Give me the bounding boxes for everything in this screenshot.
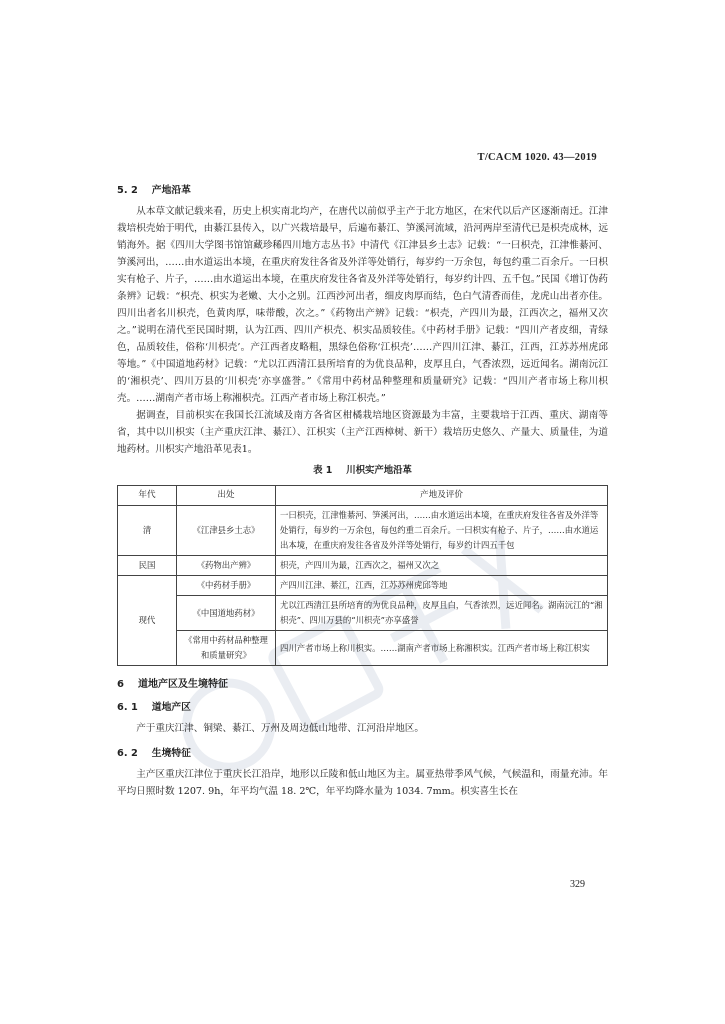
section-title: 道地产区: [151, 702, 191, 713]
cell-description: 四川产者市场上称川枳实。……湖南产者市场上称湘枳实。江西产者市场上称江枳实: [276, 631, 608, 666]
header-era: 年代: [118, 486, 177, 506]
origin-history-table: [117, 485, 608, 666]
section-number: 5. 2: [117, 185, 138, 196]
table-row: [118, 596, 608, 631]
standard-code: T/CACM 1020. 43—2019: [477, 152, 597, 163]
cell-era: 现代: [118, 576, 177, 666]
header-source: 出处: [177, 486, 276, 506]
section-title: 道地产区及生境特征: [137, 679, 228, 690]
section-6-2-heading: [117, 745, 608, 762]
cell-description: 一曰枳壳，江津惟綦河、笋溪河出，……由水道运出本境，在重庆府发往各省及外洋等处销行，每岁约一万余包，每包约重二百余斤。一曰枳实有枪子、片子，……由水道运出本境，在重庆府发往各省及外洋等处销行，每岁约计四五千包: [276, 506, 608, 556]
section-5-2-heading: [117, 182, 608, 199]
cell-description: 尤以江西清江县所培育的为优良品种，皮厚且白，气香浓烈，远近闻名。湖南沅江的“湘枳壳”、四川万县的“川枳壳”亦享盛誉: [276, 596, 608, 631]
table-row: [118, 506, 608, 556]
table-caption: [117, 462, 608, 479]
cell-era: 民国: [118, 556, 177, 576]
cell-description: 枳壳，产四川为最，江西次之，福州又次之: [276, 556, 608, 576]
cell-source: 《中药材手册》: [177, 576, 276, 596]
cell-source: 《江津县乡土志》: [177, 506, 276, 556]
main-content: [117, 182, 608, 800]
paragraph-region: 产于重庆江津、铜梁、綦江、万州及周边低山地带、江河沿岸地区。: [136, 723, 424, 734]
cell-era: 清: [118, 506, 177, 556]
table-title: 川枳实产地沿革: [346, 465, 412, 476]
table-row: [118, 576, 608, 596]
paragraph-history: 从本草文献记载来看，历史上枳实南北均产，在唐代以前似乎主产于北方地区，在宋代以后产区逐渐南迁。江津栽培枳壳始于明代，由綦江县传入，以广兴栽培最早，后遍布綦江、笋溪河流域，沿河两岸至清代已是枳壳成林，远销海外。据《四川大学图书馆馆藏珍稀四川地方志丛书》中清代《江津县乡土志》记载：“一曰枳壳，江津惟綦河、笋溪河出，……由水道运出本境，在重庆府发往各省及外洋等处销行，每岁约一万余包，每包约重二百余斤。一曰枳实有枪子、片子，……由水道运出本境，在重庆府发往各省及外洋等处销行，每岁约计四、五千包。”民国《增订伪药条辨》记载：“枳壳、枳实为老嫩、大小之别。江西沙河出者，细皮肉厚而结，色白气清香而佳，龙虎山出者亦佳。四川出者名川枳壳，色黄肉厚，味带酸，次之。”《药物出产辨》记载：“枳壳，产四川为最，江西次之，福州又次之。”说明在清代至民国时期，认为江西、四川产枳壳、枳实品质较佳。《中药材手册》记载：“四川产者皮细，青绿色，品质较佳，俗称‘川枳壳’。产江西者皮略粗，黑绿色俗称‘江枳壳’……产四川江津、綦江，江西，江苏苏州虎邱等地。”《中国道地药材》记载：“尤以江西清江县所培育的为优良品种，皮厚且白，气香浓烈，远近闻名。湖南沅江的‘湘枳壳’、四川万县的‘川枳壳’亦享盛誉。”《常用中药材品种整理和质量研究》记载：“四川产者市场上称川枳壳。……湖南产者市场上称湘枳壳。江西产者市场上称江枳壳。”: [117, 206, 608, 404]
header-description: 产地及评价: [276, 486, 608, 506]
section-title: 产地沿革: [151, 185, 191, 196]
section-number: 6. 2: [117, 748, 138, 759]
page-number: 329: [570, 879, 585, 890]
paragraph-habitat: 主产区重庆江津位于重庆长江沿岸，地形以丘陵和低山地区为主。属亚热带季风气候，气候温和，雨量充沛。年平均日照时数 1207. 9h，年平均气温 18. 2℃，年平均降水量为 1034. 7mm。枳实喜生长在: [117, 769, 608, 797]
section-title: 生境特征: [151, 748, 191, 759]
section-number: 6: [117, 679, 124, 690]
cell-source: 《中国道地药材》: [177, 596, 276, 631]
cell-source: 《常用中药材品种整理和质量研究》: [177, 631, 276, 666]
table-row: [118, 556, 608, 576]
section-6-heading: [117, 676, 608, 693]
table-number: 表 1: [313, 465, 333, 476]
section-number: 6. 1: [117, 702, 138, 713]
paragraph-survey: 据调查，目前枳实在我国长江流域及南方各省区柑橘栽培地区资源最为丰富，主要栽培于江西、重庆、湖南等省，其中以川枳实（主产重庆江津、綦江）、江枳实（主产江西樟树、新干）栽培历史悠久、产量大、质量佳，为道地药材。川枳实产地沿革见表1。: [117, 410, 608, 455]
table-header-row: [118, 486, 608, 506]
cell-source: 《药物出产辨》: [177, 556, 276, 576]
section-6-1-heading: [117, 699, 608, 716]
cell-description: 产四川江津、綦江，江西，江苏苏州虎邱等地: [276, 576, 608, 596]
table-row: [118, 631, 608, 666]
